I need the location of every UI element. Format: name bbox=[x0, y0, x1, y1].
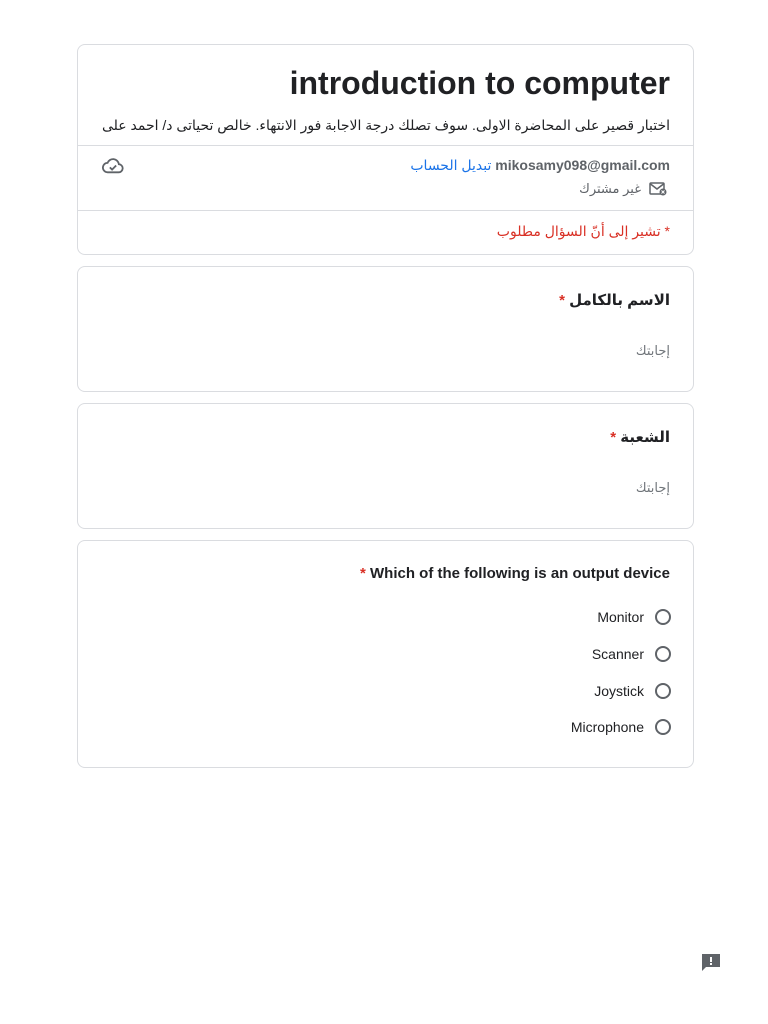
option-label: Microphone bbox=[570, 719, 644, 735]
radio-button[interactable] bbox=[655, 719, 671, 735]
radio-button[interactable] bbox=[655, 609, 671, 625]
answer-input[interactable]: إجابتك bbox=[635, 343, 670, 358]
header-divider-bottom bbox=[78, 210, 693, 211]
required-note: * تشير إلى أنّ السؤال مطلوب bbox=[496, 223, 670, 239]
header-divider-top bbox=[78, 145, 693, 146]
question-card-section bbox=[77, 403, 694, 529]
question-title-text: الشعبة bbox=[620, 429, 670, 446]
radio-option-microphone[interactable] bbox=[571, 719, 671, 735]
required-asterisk: * bbox=[610, 429, 617, 446]
cloud-saved-icon[interactable] bbox=[102, 157, 124, 175]
required-asterisk: * bbox=[359, 565, 366, 582]
question-title-text: Which of the following is an output device bbox=[370, 565, 670, 582]
not-shared-label: غير مشترك bbox=[579, 181, 641, 196]
answer-input[interactable]: إجابتك bbox=[635, 480, 670, 495]
form-description: اختبار قصير على المحاضرة الاولى. سوف تصلك درجة الاجابة فور الانتهاء. خالص تحياتى د/ احمد على bbox=[101, 117, 670, 133]
mail-not-shared-icon bbox=[649, 182, 667, 196]
radio-option-monitor[interactable] bbox=[597, 609, 671, 625]
radio-option-joystick[interactable] bbox=[594, 683, 671, 699]
question-title bbox=[610, 428, 670, 446]
radio-option-scanner[interactable] bbox=[592, 646, 671, 662]
question-title-text: الاسم بالكامل bbox=[569, 292, 670, 309]
option-label: Monitor bbox=[597, 609, 644, 625]
question-title bbox=[559, 291, 670, 309]
radio-button[interactable] bbox=[655, 646, 671, 662]
question-card-full-name bbox=[77, 266, 694, 392]
form-title: introduction to computer bbox=[289, 65, 670, 101]
option-label: Joystick bbox=[594, 683, 644, 699]
switch-account-link[interactable]: تبديل الحساب bbox=[410, 157, 492, 173]
report-feedback-icon[interactable] bbox=[700, 952, 722, 972]
account-email: mikosamy098@gmail.com bbox=[495, 157, 670, 173]
form-header-card bbox=[77, 44, 694, 255]
question-card-output-device bbox=[77, 540, 694, 768]
required-asterisk: * bbox=[559, 292, 565, 309]
radio-button[interactable] bbox=[655, 683, 671, 699]
account-row bbox=[406, 157, 670, 174]
not-shared-row bbox=[579, 181, 667, 197]
question-title bbox=[360, 565, 670, 582]
option-label: Scanner bbox=[591, 646, 644, 662]
